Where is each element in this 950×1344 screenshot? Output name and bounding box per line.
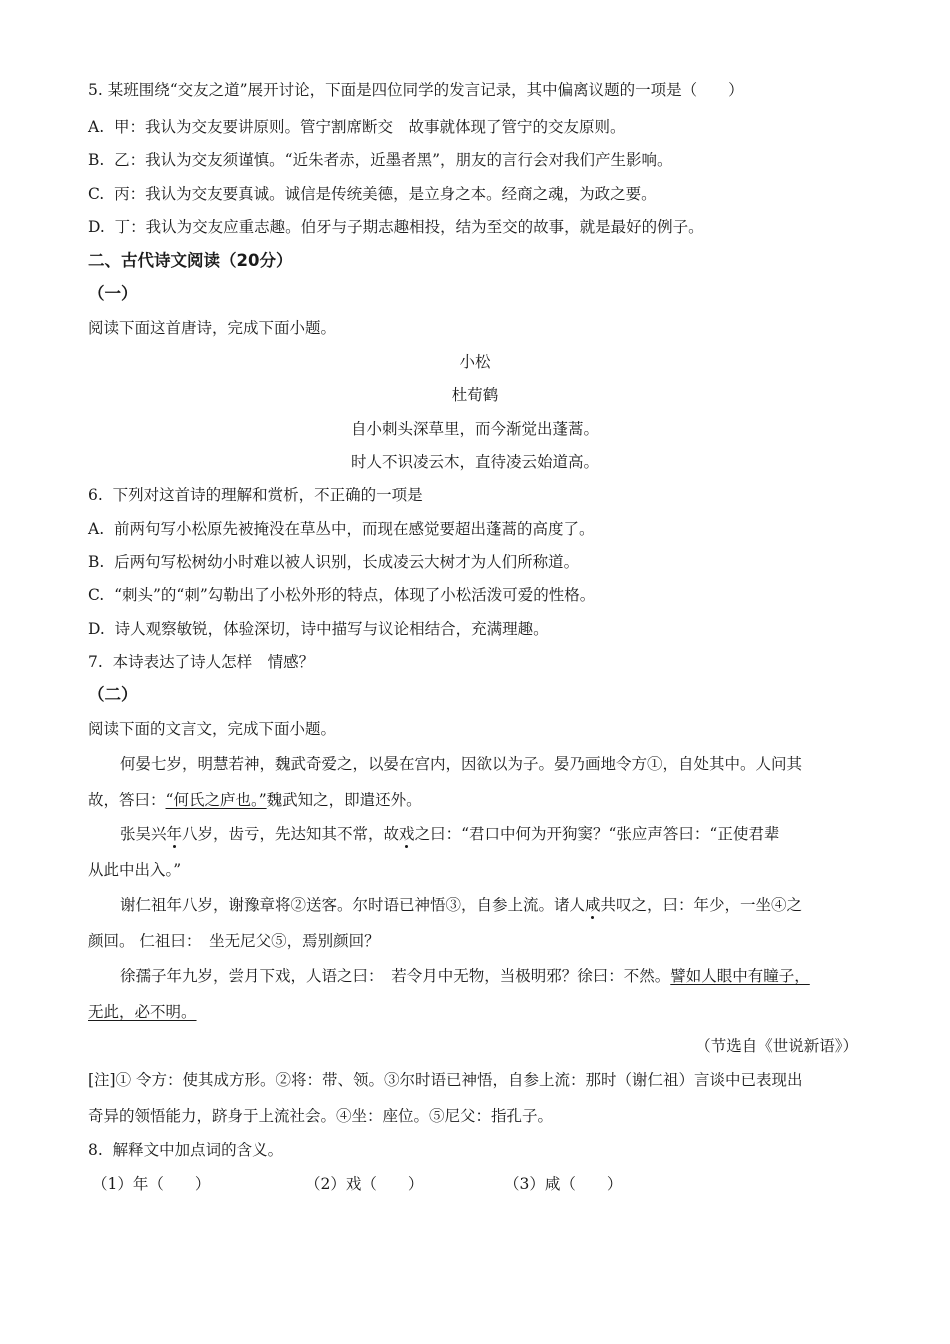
part2-instruction: 阅读下面的文言文，完成下面小题。 bbox=[88, 720, 337, 738]
q8-item-2: （2）戏（ ） bbox=[305, 1175, 424, 1193]
dotted-word-nian: 年 bbox=[166, 825, 183, 843]
dotted-word-xi: 戏 bbox=[399, 825, 415, 843]
underlined-quote: “何氏之庐也。” bbox=[165, 791, 267, 809]
source-note: （节选自《世说新语》） bbox=[695, 1037, 858, 1055]
q6-option-a: A. 前两句写小松原先被掩没在草丛中，而现在感觉要超出蓬蒿的高度了。 bbox=[88, 520, 595, 538]
q6-option-c: C. “刺头”的“刺”勾勒出了小松外形的特点，体现了小松活泼可爱的性格。 bbox=[88, 586, 596, 604]
poem-line-2: 时人不识凌云木，直待凌云始道高。 bbox=[350, 453, 599, 471]
poem-title: 小松 bbox=[459, 353, 491, 371]
q8-stem: 8. 解释文中加点词的含义。 bbox=[88, 1141, 284, 1159]
q5-option-b: B. 乙：我认为交友须谨慎。“近朱者赤，近墨者黑”，朋友的言行会对我们产生影响。 bbox=[88, 151, 673, 169]
q6-option-d: D. 诗人观察敏锐，体验深切，诗中描写与议论相结合，充满理趣。 bbox=[88, 620, 549, 638]
poem-line-1: 自小刺头深草里，而今渐觉出蓬蒿。 bbox=[350, 420, 599, 438]
section-title: 二、古代诗文阅读（20分） bbox=[88, 251, 293, 270]
passage-1-line-2: 故，答曰：“何氏之庐也。”魏武知之，即遣还外。 bbox=[88, 791, 422, 809]
poem-author: 杜荀鹤 bbox=[451, 386, 499, 404]
dotted-word-xian: 咸 bbox=[585, 896, 601, 914]
q6-stem: 6. 下列对这首诗的理解和赏析，不正确的一项是 bbox=[88, 486, 423, 504]
part2-heading: （二） bbox=[88, 685, 138, 704]
passage-2-line-1: 张吴兴年八岁，齿亏，先达知其不常，故戏之曰：“君口中何为开狗窦？“张应声答曰：“正使君辈 bbox=[120, 825, 780, 843]
underlined-sentence-part-2: 无此，必不明。 bbox=[88, 1003, 197, 1021]
q7-stem: 7. 本诗表达了诗人怎样 情感？ bbox=[88, 653, 315, 671]
annotation-line-2: 奇异的领悟能力，跻身于上流社会。④坐：座位。⑤尼父：指孔子。 bbox=[88, 1107, 554, 1125]
passage-4-line-2 bbox=[88, 1002, 197, 1022]
passage-3-line-2: 颜回。 仁祖曰： 坐无尼父⑤，焉别颜回？ bbox=[88, 932, 380, 950]
q8-item-3: （3）咸（ ） bbox=[504, 1175, 623, 1193]
q6-option-b: B. 后两句写松树幼小时难以被人识别，长成凌云大树才为人们所称道。 bbox=[88, 553, 580, 571]
underlined-sentence-part-1: 譬如人眼中有瞳子， bbox=[670, 967, 810, 985]
passage-4-line-1: 徐孺子年九岁，尝月下戏，人语之曰： 若令月中无物，当极明邪？徐曰：不然。譬如人眼中有瞳子， bbox=[120, 967, 810, 985]
q5-stem: 5. 某班围绕“交友之道”展开讨论，下面是四位同学的发言记录，其中偏离议题的一项是（ ） bbox=[88, 81, 744, 99]
passage-1-line-1: 何晏七岁，明慧若神，魏武奇爱之，以晏在宫内，因欲以为子。晏乃画地令方①，自处其中。人问其 bbox=[120, 755, 803, 773]
part1-heading: （一） bbox=[88, 284, 138, 303]
q5-option-d: D. 丁：我认为交友应重志趣。伯牙与子期志趣相投，结为至交的故事，就是最好的例子。 bbox=[88, 218, 704, 236]
q5-option-a: A. 甲：我认为交友要讲原则。管宁割席断交 故事就体现了管宁的交友原则。 bbox=[88, 118, 626, 136]
q8-item-1: （1）年（ ） bbox=[92, 1175, 211, 1193]
passage-2-line-2: 从此中出入。” bbox=[88, 861, 182, 879]
passage-3-line-1: 谢仁祖年八岁，谢豫章将②送客。尔时语已神悟③，自参上流。诸人咸共叹之，曰：年少，一坐④之 bbox=[120, 896, 803, 914]
part1-instruction: 阅读下面这首唐诗，完成下面小题。 bbox=[88, 319, 337, 337]
annotation-line-1: [注]① 令方：使其成方形。②将：带、领。③尔时语已神悟，自参上流：那时（谢仁祖）言谈中已表现出 bbox=[88, 1071, 803, 1089]
q5-option-c: C. 丙：我认为交友要真诚。诚信是传统美德，是立身之本。经商之魂，为政之要。 bbox=[88, 185, 657, 203]
